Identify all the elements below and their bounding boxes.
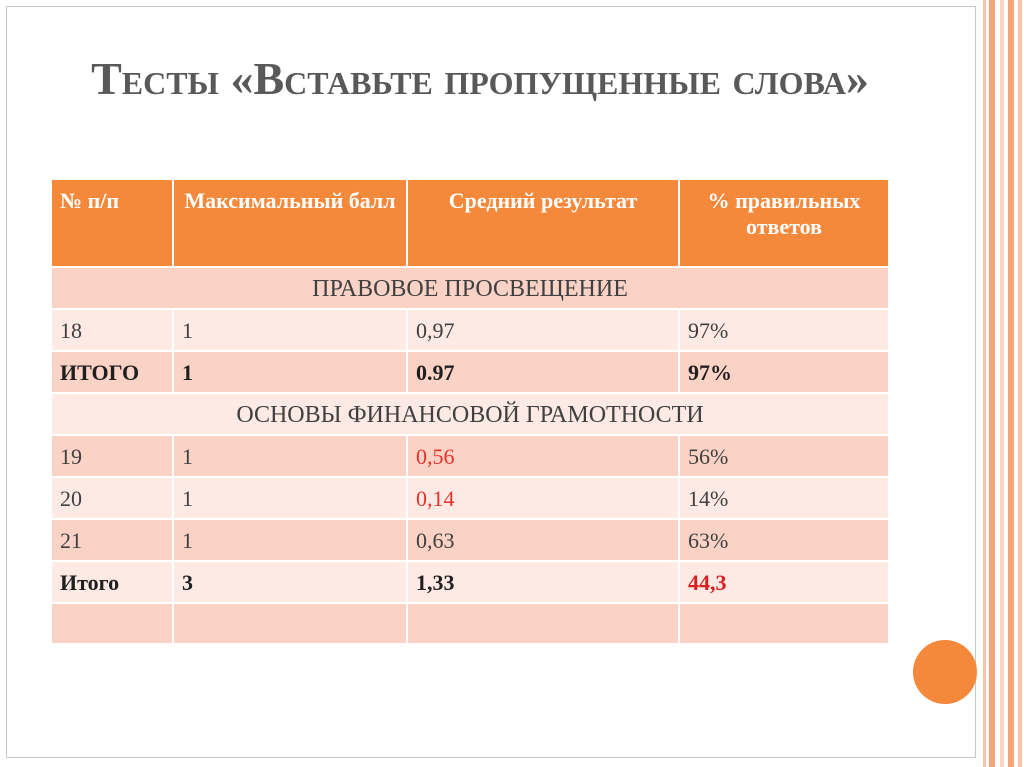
cell-percent: 97% — [679, 309, 889, 351]
empty-cell — [173, 603, 407, 644]
cell-number: 21 — [51, 519, 173, 561]
cell-total-avg: 1,33 — [407, 561, 679, 603]
cell-total-percent: 97% — [679, 351, 889, 393]
cell-avg: 0,97 — [407, 309, 679, 351]
total-row — [51, 561, 889, 603]
cell-total-max: 3 — [173, 561, 407, 603]
stripe-4 — [1008, 0, 1014, 767]
section-legal-education: ПРАВОВОЕ ПРОСВЕЩЕНИЕ — [51, 267, 889, 309]
stripe-3 — [1000, 0, 1004, 767]
results-table — [50, 178, 890, 645]
cell-avg: 0,63 — [407, 519, 679, 561]
empty-cell — [51, 603, 173, 644]
table-row — [51, 477, 889, 519]
cell-total-label: Итого — [51, 561, 173, 603]
table-row — [51, 309, 889, 351]
cell-max: 1 — [173, 309, 407, 351]
stripe-2 — [989, 0, 995, 767]
total-row — [51, 351, 889, 393]
table-row — [51, 435, 889, 477]
cell-number: 19 — [51, 435, 173, 477]
section-row — [51, 393, 889, 435]
slide-title: Тесты «Вставьте пропущенные слова» — [91, 53, 869, 104]
header-number: № п/п — [51, 179, 173, 267]
empty-row — [51, 603, 889, 644]
table-header-row — [51, 179, 889, 267]
cell-total-label: ИТОГО — [51, 351, 173, 393]
header-avg-result: Средний результат — [407, 179, 679, 267]
decorative-stripes — [976, 0, 1024, 767]
cell-number: 18 — [51, 309, 173, 351]
cell-max: 1 — [173, 519, 407, 561]
empty-cell — [679, 603, 889, 644]
cell-total-percent: 44,3 — [679, 561, 889, 603]
decorative-circle — [913, 640, 977, 704]
header-max-score: Максимальный балл — [173, 179, 407, 267]
header-percent-correct: % правильных ответов — [679, 179, 889, 267]
cell-avg: 0,56 — [407, 435, 679, 477]
empty-cell — [407, 603, 679, 644]
cell-percent: 56% — [679, 435, 889, 477]
cell-total-max: 1 — [173, 351, 407, 393]
cell-number: 20 — [51, 477, 173, 519]
cell-percent: 63% — [679, 519, 889, 561]
cell-avg: 0,14 — [407, 477, 679, 519]
stripe-1 — [983, 0, 986, 767]
stripe-5 — [1018, 0, 1022, 767]
table-row — [51, 519, 889, 561]
section-financial-literacy: ОСНОВЫ ФИНАНСОВОЙ ГРАМОТНОСТИ — [51, 393, 889, 435]
section-row — [51, 267, 889, 309]
cell-max: 1 — [173, 435, 407, 477]
cell-total-avg: 0.97 — [407, 351, 679, 393]
cell-max: 1 — [173, 477, 407, 519]
cell-percent: 14% — [679, 477, 889, 519]
